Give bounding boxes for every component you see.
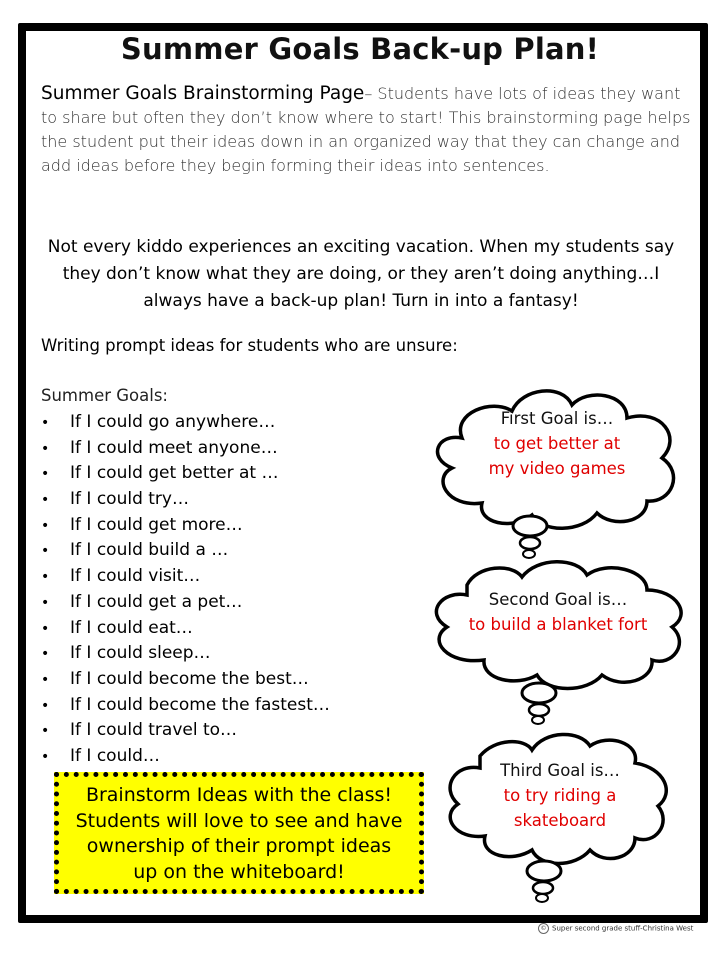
goal-text: If I could become the fastest…	[70, 694, 330, 715]
goal-text: If I could build a …	[70, 540, 229, 561]
list-item	[41, 461, 330, 487]
bullet-icon: •	[41, 569, 50, 586]
list-item	[41, 693, 330, 719]
bullet-icon: •	[41, 620, 50, 637]
list-item	[41, 513, 330, 539]
bullet-icon: •	[41, 517, 50, 534]
callout-line: Students will love to see and have	[75, 809, 403, 832]
goals-list	[41, 410, 330, 770]
bullet-icon: •	[41, 440, 50, 457]
fantasy-note: Not every kiddo experiences an exciting vacation. When my students say they don’t know what they are doing, or they aren’t doing anything…I always have a back-up plan! Turn in into a fantasy!	[47, 237, 675, 311]
list-item	[41, 667, 330, 693]
callout-line: up on the whiteboard!	[133, 860, 345, 883]
bullet-icon: •	[41, 748, 50, 765]
goal-text: If I could get more…	[70, 514, 243, 535]
goal-text: If I could…	[70, 745, 160, 766]
thought-cloud-first-goal	[422, 383, 692, 561]
goal-label: Third Goal is…	[500, 761, 620, 780]
brainstorm-callout	[54, 772, 424, 894]
goal-label: First Goal is…	[500, 409, 614, 428]
goal-label: Second Goal is…	[488, 590, 628, 609]
goal-text: If I could get a pet…	[70, 591, 243, 612]
goal-text: If I could eat…	[70, 617, 193, 638]
goal-text: If I could try…	[70, 489, 189, 510]
goal-text: If I could become the best…	[70, 668, 309, 689]
cloud-text	[422, 406, 692, 481]
goal-answer: to get better at	[493, 434, 621, 453]
goal-text: If I could go anywhere…	[70, 412, 276, 432]
list-item	[41, 616, 330, 642]
list-item	[41, 487, 330, 513]
bullet-icon: •	[41, 723, 50, 740]
bullet-icon: •	[41, 543, 50, 560]
list-item	[41, 410, 330, 436]
callout-line: ownership of their prompt ideas	[86, 835, 392, 857]
intro-paragraph	[41, 82, 691, 178]
prompt-heading: Writing prompt ideas for students who are unsure:	[41, 336, 458, 355]
callout-line: Brainstorm Ideas with the class!	[85, 784, 393, 806]
bullet-icon: •	[41, 697, 50, 714]
intro-lead: Summer Goals Brainstorming Page	[41, 83, 365, 104]
page-title: Summer Goals Back-up Plan!	[120, 32, 600, 66]
list-item	[41, 538, 330, 564]
thought-cloud-third-goal	[440, 728, 680, 906]
goals-heading: Summer Goals:	[41, 386, 168, 405]
list-item	[41, 641, 330, 667]
goal-text: If I could get better at …	[70, 463, 279, 484]
copyright-footer	[538, 923, 693, 934]
goal-text: If I could travel to…	[70, 720, 238, 741]
goal-answer: skateboard	[513, 811, 607, 830]
cloud-text	[440, 758, 680, 833]
goal-text: If I could meet anyone…	[70, 437, 278, 458]
bullet-icon: •	[41, 466, 50, 483]
copyright-text: Super second grade stuff-Christina West	[552, 924, 694, 933]
bullet-icon: •	[41, 415, 50, 431]
list-item	[41, 590, 330, 616]
goal-answer: to build a blanket fort	[468, 615, 648, 634]
list-item	[41, 718, 330, 744]
intro-text: – Students have lots of ideas they want to share but often they don’t know where to start! This brainstorming page helps the student put their ideas down in an organized way that they can change and add ideas before they begin forming their ideas into sentences.	[41, 84, 691, 175]
thought-cloud-icon	[422, 555, 694, 725]
bullet-icon: •	[41, 671, 50, 688]
list-item	[41, 436, 330, 462]
copyright-icon: ©	[538, 923, 549, 934]
bullet-icon: •	[41, 646, 50, 663]
goal-answer: my video games	[488, 459, 626, 478]
bullet-icon: •	[41, 594, 50, 611]
cloud-text	[422, 587, 694, 637]
thought-cloud-second-goal	[422, 555, 694, 725]
goal-text: If I could sleep…	[70, 643, 211, 664]
goal-answer: to try riding a	[503, 786, 617, 805]
list-item	[41, 744, 330, 770]
list-item	[41, 564, 330, 590]
goal-text: If I could visit…	[70, 566, 201, 587]
bullet-icon: •	[41, 492, 50, 509]
